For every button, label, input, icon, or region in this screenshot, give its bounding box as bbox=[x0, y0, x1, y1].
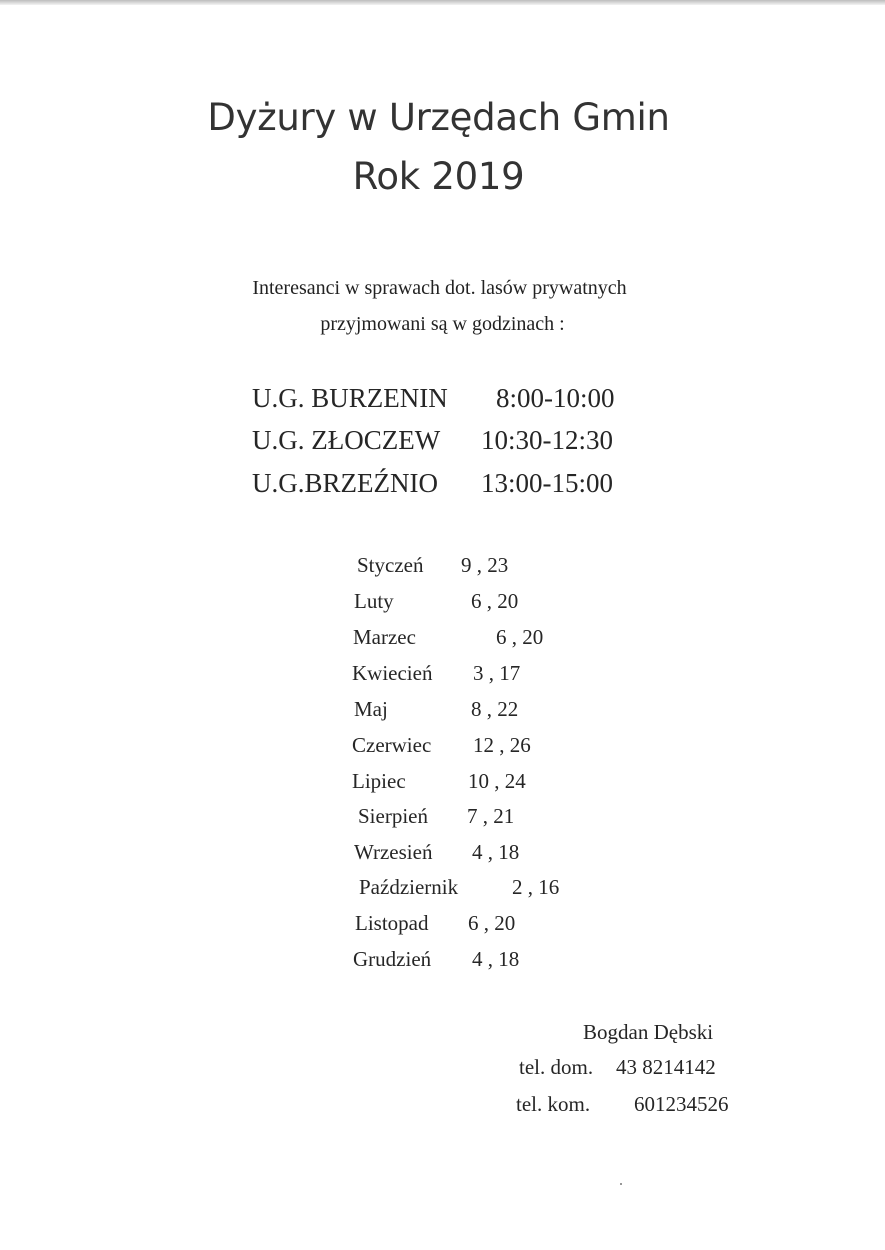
month-name: Marzec bbox=[353, 625, 416, 649]
month-name: Listopad bbox=[355, 911, 429, 935]
office-name: U.G. ZŁOCZEW bbox=[252, 425, 441, 455]
intro-line-1: Interesanci w sprawach dot. lasów prywatnych bbox=[252, 277, 627, 299]
home-phone-label: tel. dom. bbox=[519, 1055, 594, 1079]
month-days: 8 , 22 bbox=[471, 697, 519, 721]
mobile-phone-label: tel. kom. bbox=[516, 1092, 591, 1116]
office-name: U.G.BRZEŹNIO bbox=[252, 468, 438, 498]
month-days: 12 , 26 bbox=[473, 733, 531, 757]
scan-speck bbox=[620, 1183, 622, 1185]
intro-line-2: przyjmowani są w godzinach : bbox=[320, 313, 565, 335]
month-name: Czerwiec bbox=[352, 733, 432, 757]
office-hours: 13:00-15:00 bbox=[481, 468, 613, 498]
month-name: Kwiecień bbox=[352, 661, 433, 685]
document-title: Dyżury w Urzędach Gmin bbox=[207, 96, 670, 139]
month-name: Grudzień bbox=[353, 947, 432, 971]
month-name: Sierpień bbox=[358, 804, 428, 828]
month-name: Październik bbox=[359, 875, 459, 899]
month-days: 4 , 18 bbox=[472, 947, 520, 971]
month-days: 10 , 24 bbox=[468, 769, 526, 793]
month-days: 6 , 20 bbox=[496, 625, 544, 649]
month-days: 4 , 18 bbox=[472, 840, 520, 864]
mobile-phone-number: 601234526 bbox=[634, 1092, 729, 1116]
month-name: Styczeń bbox=[357, 553, 424, 577]
scan-edge bbox=[0, 0, 885, 5]
office-hours: 10:30-12:30 bbox=[481, 425, 613, 455]
month-name: Maj bbox=[354, 697, 388, 721]
month-days: 7 , 21 bbox=[467, 804, 515, 828]
office-hours: 8:00-10:00 bbox=[496, 383, 615, 413]
month-days: 9 , 23 bbox=[461, 553, 509, 577]
office-name: U.G. BURZENIN bbox=[252, 383, 448, 413]
month-days: 2 , 16 bbox=[512, 875, 560, 899]
document-year: Rok 2019 bbox=[352, 155, 525, 198]
home-phone-number: 43 8214142 bbox=[616, 1055, 716, 1079]
month-days: 6 , 20 bbox=[468, 911, 516, 935]
month-name: Wrzesień bbox=[354, 840, 433, 864]
month-days: 3 , 17 bbox=[473, 661, 521, 685]
month-days: 6 , 20 bbox=[471, 589, 519, 613]
month-name: Luty bbox=[354, 589, 394, 613]
contact-person: Bogdan Dębski bbox=[583, 1020, 714, 1044]
month-name: Lipiec bbox=[352, 769, 406, 793]
